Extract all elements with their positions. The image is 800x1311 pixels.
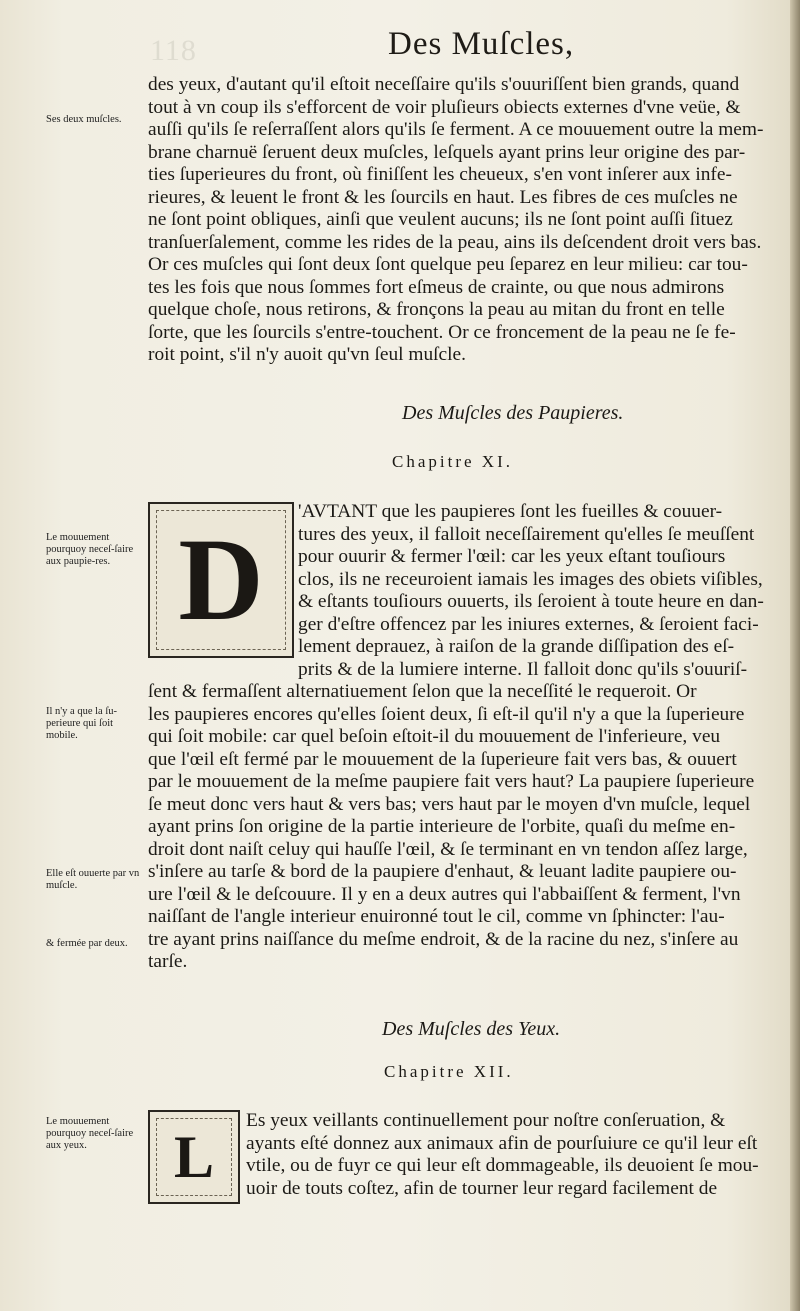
section1-body xyxy=(148,681,766,974)
text-line: ſorte, que les ſourcils s'entre-touchent. Or ce froncement de la peau ne ſe fe- xyxy=(148,321,736,343)
text-line: roit point, s'il n'y auoit qu'vn ſeul muſcle. xyxy=(148,344,467,365)
decorated-initial xyxy=(148,1110,240,1204)
text-line: ger d'eſtre offencez par les iniures externes, & ſeroient faci- xyxy=(298,613,759,635)
section-title: Des Muſcles des Yeux. xyxy=(382,1018,561,1040)
initial-ornament xyxy=(156,1118,232,1196)
text-line: auſſi qu'ils ſe reſerraſſent alors qu'ils ſe ferment. A ce mouuement outre la mem- xyxy=(148,119,764,140)
text-line: uoir de touts coſtez, afin de tourner leur regard facilement de xyxy=(246,1177,718,1199)
text-line: ayants eſté donnez aux animaux afin de pourſuiure ce qu'il leur eſt xyxy=(246,1132,758,1154)
text-line: ure l'œil & le deſcouure. Il y en a deux autres qui l'abbaiſſent & ferment, l'vn xyxy=(148,883,741,905)
margin-note: Le mouuement pourquoy neceſ-ſaire aux yeux. xyxy=(46,1116,134,1151)
running-head: Des Muſcles, xyxy=(388,26,575,62)
text-line: clos, ils ne receuroient iamais les images des obiets viſibles, xyxy=(298,568,763,590)
section1-indented-lines xyxy=(298,501,766,681)
section2-body xyxy=(246,1110,766,1200)
text-line: ties ſuperieures du front, où finiſſent les cheueux, s'en vont inſerer aux infe- xyxy=(148,164,732,185)
page-edge xyxy=(790,0,800,1311)
text-line: les paupieres encores qu'elles ſoient deux, ſi eſt-il qu'il n'y a que la ſuperieure xyxy=(148,703,745,725)
chapter-title: Chapitre XII. xyxy=(384,1062,514,1081)
margin-note: Le mouuement pourquoy neceſ-ſaire aux paupie-res. xyxy=(46,532,134,567)
text-line: & eſtants touſiours ouuerts, ils ſeroient à toute heure en dan- xyxy=(298,591,764,612)
text-line: tre ayant prins naiſſance du meſme endroit, & de la racine du nez, s'inſere au xyxy=(148,928,739,950)
text-line: naiſſant de l'angle interieur enuironné tout le cil, comme vn ſphincter: l'au- xyxy=(148,906,725,927)
text-line: ſe meut donc vers haut & vers bas; vers haut par le moyen d'vn muſcle, lequel xyxy=(148,793,751,815)
text-line: rieures, & leuent le front & les ſourcils en haut. Les fibres de ces muſcles ne xyxy=(148,186,738,208)
text-line: tures des yeux, il falloit neceſſairement qu'elles ſe meuſſent xyxy=(298,523,755,545)
text-line: tranſuerſalement, comme les rides de la peau, ains ils deſcendent droit vers bas. xyxy=(148,231,762,253)
text-line: pour ouurir & fermer l'œil: car les yeux eſtant touſiours xyxy=(298,546,726,567)
text-line: qui ſoit mobile: car quel beſoin eſtoit-il du mouuement de l'inferieure, veu xyxy=(148,726,721,747)
text-line: ayant prins ſon origine de la partie interieure de l'orbite, quaſi du meſme en- xyxy=(148,816,736,837)
initial-letter: D xyxy=(178,514,264,645)
text-line: brane charnuë ſeruent deux muſcles, leſquels ayant prins leur origine des par- xyxy=(148,141,746,163)
text-line: 'AVTANT que les paupieres ſont les fueilles & couuer- xyxy=(298,501,723,522)
text-line: tes les fois que nous ſommes fort eſmeus de crainte, ou que nous admirons xyxy=(148,276,725,298)
text-line: par le mouuement de la meſme paupiere fait vers haut? La paupiere ſuperieure xyxy=(148,771,755,792)
text-line: quelque choſe, nous retirons, & fronçons la peau au mitan du front en telle xyxy=(148,299,725,320)
text-line: lement deprauez, à raiſon de la grande diſſipation des eſ- xyxy=(298,636,735,657)
margin-note: & fermée par deux. xyxy=(46,938,128,949)
text-line: ne ſont point obliques, ainſi que veulent aucuns; ils ne ſont point auſſi ſituez xyxy=(148,209,733,230)
text-line: Es yeux veillants continuellement pour noſtre conſeruation, & xyxy=(246,1110,726,1131)
text-line: prits & de la lumiere interne. Il falloit donc qu'ils s'ouuriſ- xyxy=(298,658,748,680)
section-title: Des Muſcles des Paupieres. xyxy=(402,402,624,424)
text-line: s'inſere au tarſe & bord de la paupiere d'enhaut, & leuant ladite paupiere ou- xyxy=(148,861,737,882)
text-line: tout à vn coup ils s'efforcent de voir pluſieurs obiects externes d'vne veüe, & xyxy=(148,96,741,118)
initial-letter: L xyxy=(173,1124,215,1190)
top-paragraph xyxy=(148,74,766,367)
text-line: Or ces muſcles qui ſont deux ſont quelque peu ſeparez en leur milieu: car tou- xyxy=(148,254,748,275)
text-line: droit dont naiſt celuy qui hauſſe l'œil, & ſe terminant en vn tendon aſſez large, xyxy=(148,838,748,860)
margin-note: Ses deux muſcles. xyxy=(46,114,122,125)
initial-ornament xyxy=(156,510,286,650)
margin-note: Elle eſt ouuerte par vn muſcle. xyxy=(46,868,140,891)
chapter-title: Chapitre XI. xyxy=(392,452,513,471)
decorated-initial xyxy=(148,502,294,658)
text-line: que l'œil eſt fermé par le mouuement de la ſuperieure fait vers bas, & ouuert xyxy=(148,748,737,770)
text-line: ſent & fermaſſent alternatiuement ſelon que la neceſſité le requeroit. Or xyxy=(148,681,697,702)
text-line: tarſe. xyxy=(148,951,188,972)
margin-note: Il n'y a que la ſu-perieure qui ſoit mobile. xyxy=(46,706,117,741)
ghost-page-number: 118 xyxy=(150,34,197,67)
text-line: vtile, ou de fuyr ce qui leur eſt dommageable, ils deuoient ſe mou- xyxy=(246,1155,759,1176)
text-line: des yeux, d'autant qu'il eſtoit neceſſaire qu'ils s'ouuriſſent bien grands, quand xyxy=(148,74,740,95)
